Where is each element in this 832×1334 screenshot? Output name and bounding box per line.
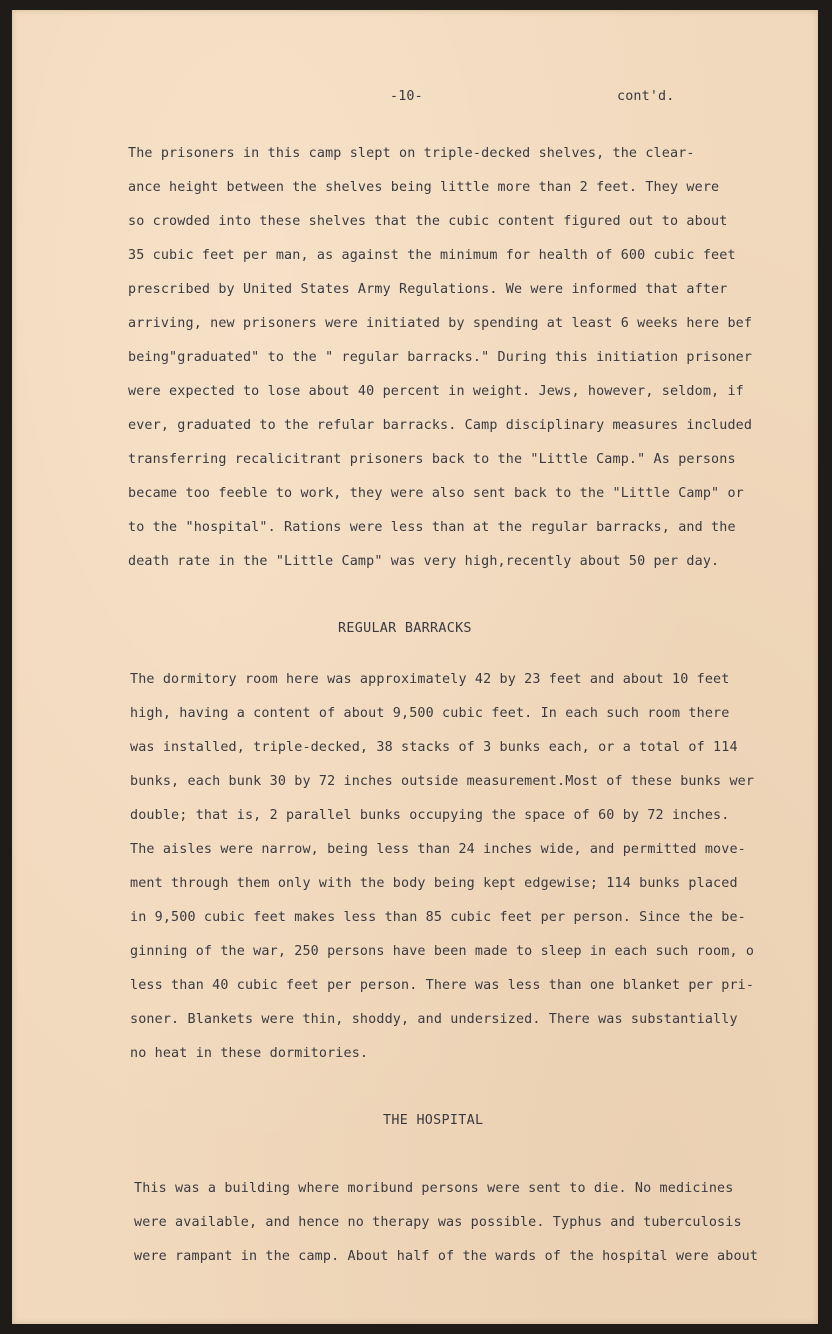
text-line: soner. Blankets were thin, shoddy, and undersized. There was substantially bbox=[130, 1012, 738, 1027]
text-line: ment through them only with the body being kept edgewise; 114 bunks placed bbox=[130, 876, 738, 891]
text-line: ginning of the war, 250 persons have been made to sleep in each such room, o bbox=[130, 944, 755, 959]
text-line: in 9,500 cubic feet makes less than 85 cubic feet per person. Since the be- bbox=[130, 910, 746, 925]
text-line: being"graduated" to the " regular barracks." During this initiation prisoner bbox=[128, 350, 753, 365]
text-line: were available, and hence no therapy was possible. Typhus and tuberculosis bbox=[134, 1215, 742, 1230]
document-page bbox=[12, 10, 818, 1324]
text-line: were rampant in the camp. About half of the wards of the hospital were about bbox=[134, 1249, 759, 1264]
text-line: This was a building where moribund persons were sent to die. No medicines bbox=[134, 1181, 734, 1196]
continued-marker: cont'd. bbox=[617, 89, 675, 104]
text-line: ever, graduated to the refular barracks. Camp disciplinary measures included bbox=[128, 418, 753, 433]
section-heading-regular-barracks: REGULAR BARRACKS bbox=[338, 621, 472, 636]
text-line: to the "hospital". Rations were less than at the regular barracks, and the bbox=[128, 520, 736, 535]
text-line: The prisoners in this camp slept on triple-decked shelves, the clear- bbox=[128, 146, 695, 161]
text-line: The aisles were narrow, being less than 24 inches wide, and permitted move- bbox=[130, 842, 746, 857]
text-line: arriving, new prisoners were initiated by spending at least 6 weeks here bef bbox=[128, 316, 753, 331]
text-line: so crowded into these shelves that the cubic content figured out to about bbox=[128, 214, 728, 229]
text-line: bunks, each bunk 30 by 72 inches outside measurement.Most of these bunks wer bbox=[130, 774, 755, 789]
text-line: double; that is, 2 parallel bunks occupying the space of 60 by 72 inches. bbox=[130, 808, 730, 823]
text-line: less than 40 cubic feet per person. There was less than one blanket per pri- bbox=[130, 978, 755, 993]
text-line: ance height between the shelves being little more than 2 feet. They were bbox=[128, 180, 720, 195]
page-number: -10- bbox=[390, 89, 423, 104]
text-line: were expected to lose about 40 percent in weight. Jews, however, seldom, if bbox=[128, 384, 744, 399]
text-line: was installed, triple-decked, 38 stacks of 3 bunks each, or a total of 114 bbox=[130, 740, 738, 755]
text-line: death rate in the "Little Camp" was very high,recently about 50 per day. bbox=[128, 554, 720, 569]
section-heading-hospital: THE HOSPITAL bbox=[383, 1113, 484, 1128]
text-line: The dormitory room here was approximately 42 by 23 feet and about 10 feet bbox=[130, 672, 730, 687]
text-line: no heat in these dormitories. bbox=[130, 1046, 369, 1061]
text-line: high, having a content of about 9,500 cubic feet. In each such room there bbox=[130, 706, 730, 721]
text-line: 35 cubic feet per man, as against the minimum for health of 600 cubic feet bbox=[128, 248, 736, 263]
text-line: became too feeble to work, they were also sent back to the "Little Camp" or bbox=[128, 486, 744, 501]
text-line: transferring recalicitrant prisoners back to the "Little Camp." As persons bbox=[128, 452, 736, 467]
text-line: prescribed by United States Army Regulations. We were informed that after bbox=[128, 282, 728, 297]
